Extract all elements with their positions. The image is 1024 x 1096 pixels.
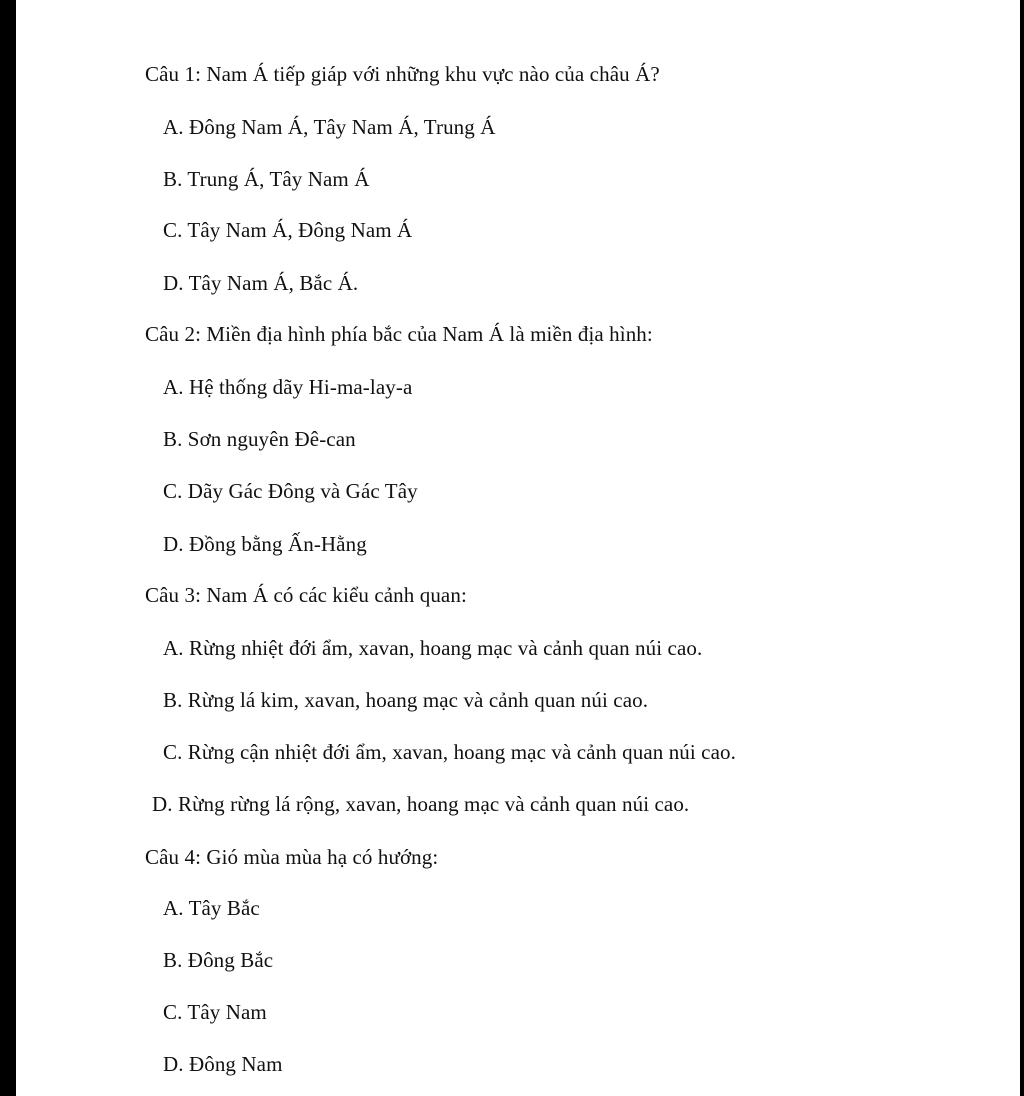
question-3-option-d: D. Rừng rừng lá rộng, xavan, hoang mạc và cảnh quan núi cao. bbox=[152, 792, 690, 816]
question-3-prompt: Câu 3: Nam Á có các kiểu cảnh quan: bbox=[145, 583, 467, 607]
question-4-option-d: D. Đông Nam bbox=[163, 1052, 283, 1076]
question-2-option-a: A. Hệ thống dãy Hi-ma-lay-a bbox=[163, 375, 413, 399]
question-1-option-a: A. Đông Nam Á, Tây Nam Á, Trung Á bbox=[163, 115, 496, 139]
question-2-option-c: C. Dãy Gác Đông và Gác Tây bbox=[163, 479, 418, 503]
question-3-option-a: A. Rừng nhiệt đới ẩm, xavan, hoang mạc và cảnh quan núi cao. bbox=[163, 636, 703, 660]
question-2-option-b: B. Sơn nguyên Đê-can bbox=[163, 427, 356, 451]
question-4-option-b: B. Đông Bắc bbox=[163, 948, 274, 972]
question-4-prompt: Câu 4: Gió mùa mùa hạ có hướng: bbox=[145, 845, 439, 869]
question-1-prompt: Câu 1: Nam Á tiếp giáp với những khu vực nào của châu Á? bbox=[145, 62, 660, 86]
question-4-option-a: A. Tây Bắc bbox=[163, 896, 260, 920]
question-1-option-c: C. Tây Nam Á, Đông Nam Á bbox=[163, 218, 413, 242]
question-1-option-d: D. Tây Nam Á, Bắc Á. bbox=[163, 271, 359, 295]
question-4-option-c: C. Tây Nam bbox=[163, 1000, 267, 1024]
question-2-prompt: Câu 2: Miền địa hình phía bắc của Nam Á là miền địa hình: bbox=[145, 322, 653, 346]
question-1-option-b: B. Trung Á, Tây Nam Á bbox=[163, 167, 370, 191]
right-dark-border bbox=[1020, 0, 1024, 1096]
question-2-option-d: D. Đồng bằng Ấn-Hằng bbox=[163, 532, 367, 556]
question-3-option-b: B. Rừng lá kim, xavan, hoang mạc và cảnh quan núi cao. bbox=[163, 688, 649, 712]
left-dark-border bbox=[0, 0, 16, 1096]
question-3-option-c: C. Rừng cận nhiệt đới ẩm, xavan, hoang mạc và cảnh quan núi cao. bbox=[163, 740, 736, 764]
